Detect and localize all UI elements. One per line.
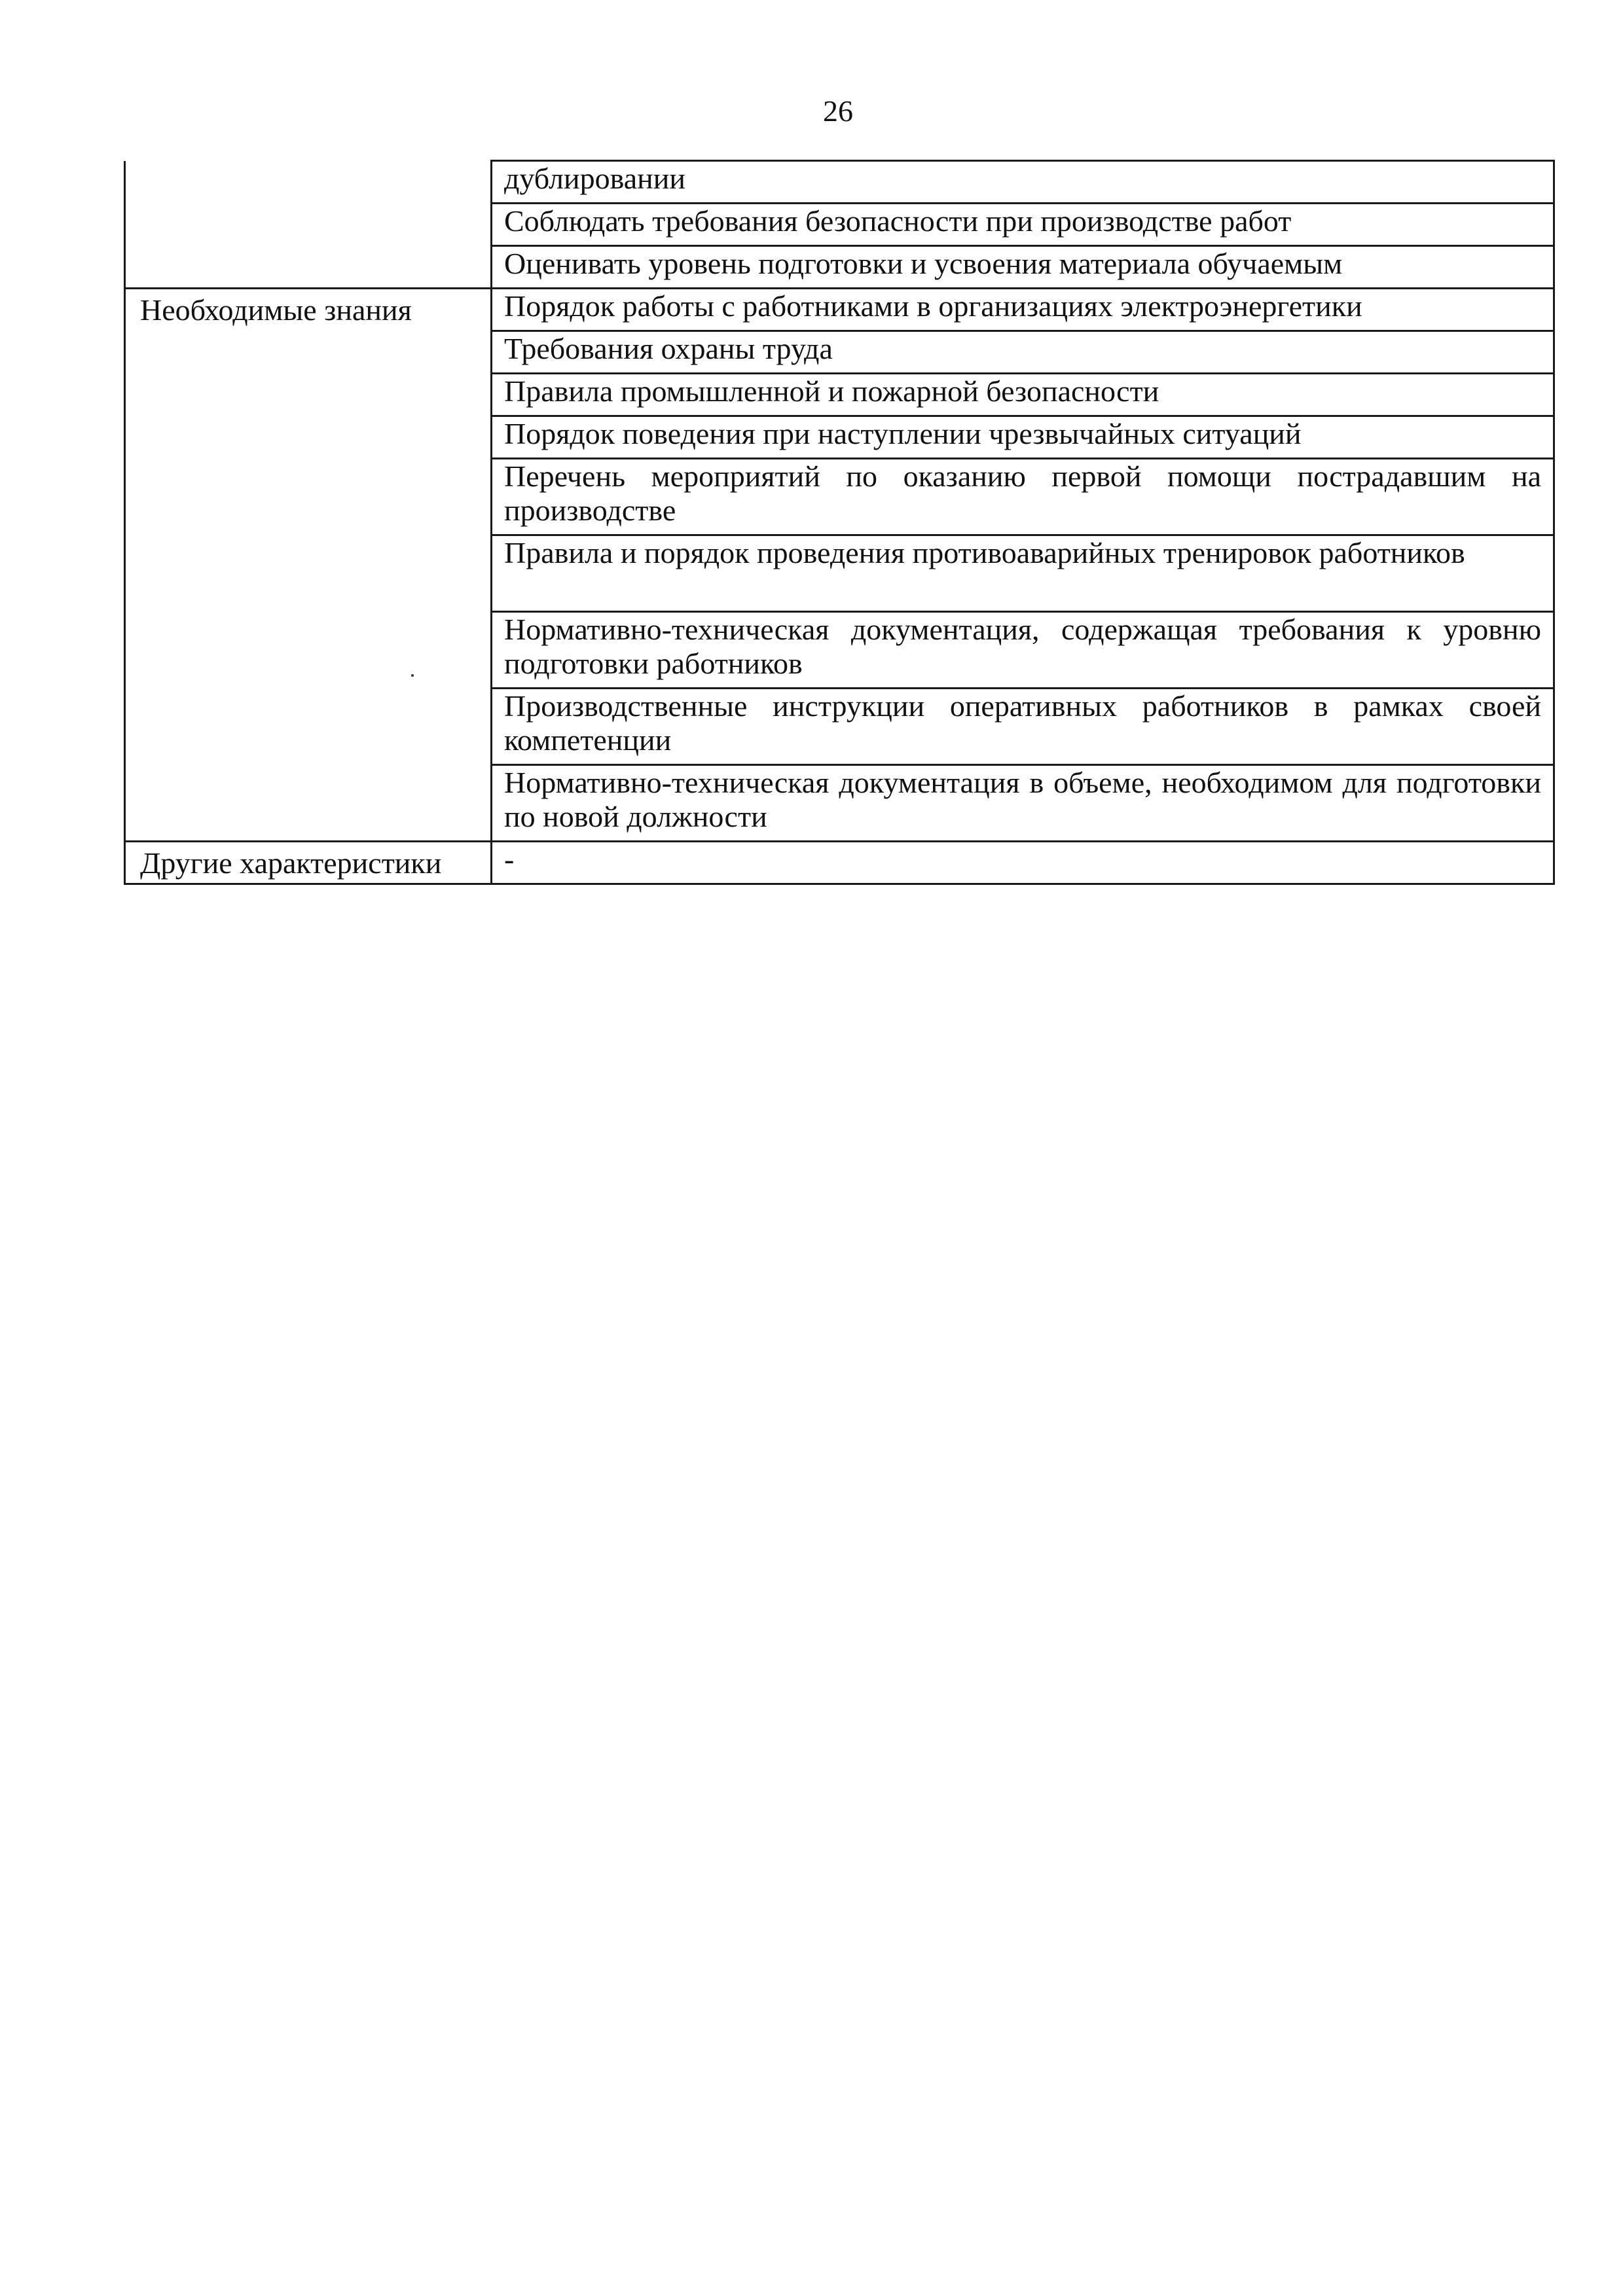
continued-label-cell <box>125 161 492 289</box>
table-cell: Соблюдать требования безопасности при производстве работ <box>492 204 1554 246</box>
table-cell: Нормативно-техническая документация в объеме, необходимом для подготовки по новой должности <box>492 765 1554 842</box>
scan-speck <box>411 674 414 677</box>
table-row <box>125 161 1554 204</box>
table-cell: Порядок работы с работниками в организациях электроэнергетики <box>492 289 1554 331</box>
table-cell: Правила и порядок проведения противоаварийных тренировок работников <box>492 535 1554 612</box>
table-cell: Порядок поведения при наступлении чрезвычайных ситуаций <box>492 416 1554 459</box>
table-row <box>125 842 1554 884</box>
other-label: Другие характеристики <box>125 842 492 884</box>
table-cell: Производственные инструкции оперативных работников в рамках своей компетенции <box>492 689 1554 765</box>
table-cell: Требования охраны труда <box>492 331 1554 374</box>
table-cell: Нормативно-техническая документация, содержащая требования к уровню подготовки работников <box>492 612 1554 689</box>
other-value: - <box>492 842 1554 884</box>
knowledge-label: Необходимые знания <box>125 289 492 842</box>
table-cell: Перечень мероприятий по оказанию первой помощи пострадавшим на производстве <box>492 459 1554 535</box>
table-cell: Оценивать уровень подготовки и усвоения материала обучаемым <box>492 246 1554 289</box>
table-row <box>125 289 1554 331</box>
table-cell: Правила промышленной и пожарной безопасности <box>492 374 1554 416</box>
page-number: 26 <box>823 94 853 128</box>
job-requirements-table <box>124 160 1555 885</box>
table-cell: дублировании <box>492 161 1554 204</box>
